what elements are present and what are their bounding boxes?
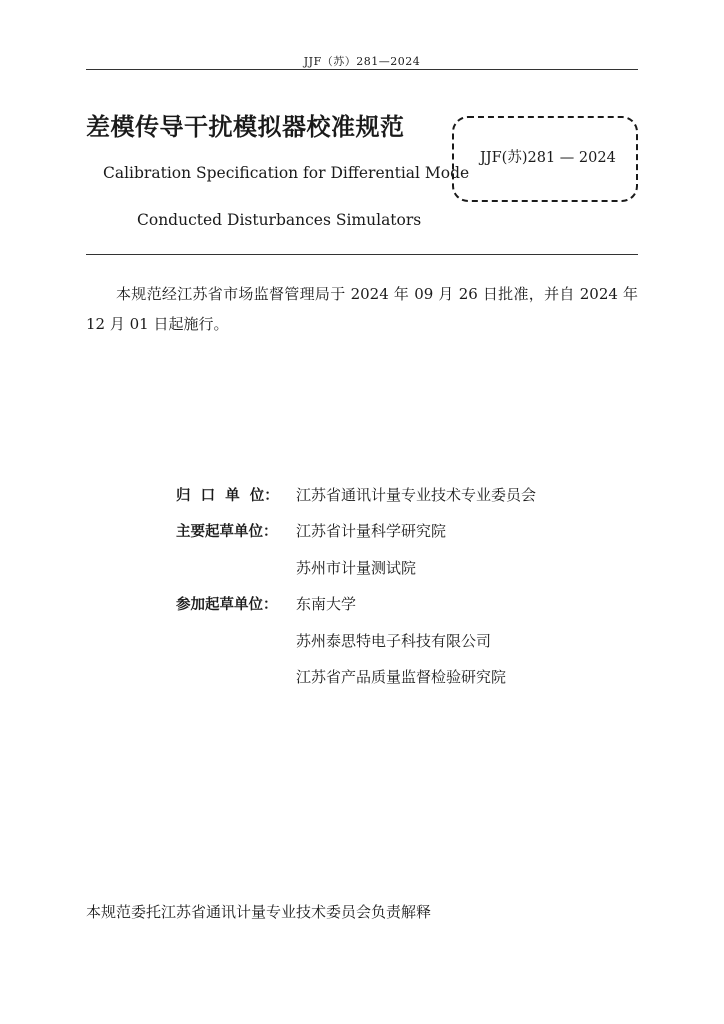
running-header: JJF（苏）281—2024 [303, 55, 421, 68]
unit-value: 江苏省计量科学研究院 [296, 522, 447, 541]
unit-row-main-drafting-cont [176, 549, 536, 586]
unit-value: 江苏省通讯计量专业技术专业委员会 [296, 485, 537, 504]
title-rule [86, 254, 638, 255]
header-rule [86, 69, 638, 70]
unit-value: 苏州市计量测试院 [296, 558, 417, 577]
unit-row-participating-drafting-cont-2 [176, 659, 536, 696]
approval-statement: 本规范经江苏省市场监督管理局于 2024 年 09 月 26 日批准，并自 2024 年 12 月 01 日起施行。 [86, 285, 638, 333]
title-english-line-2: Conducted Disturbances Simulators [137, 211, 422, 229]
code-box [452, 116, 638, 202]
title-chinese: 差模传导干扰模拟器校准规范 [86, 113, 405, 141]
title-english-line-1: Calibration Specification for Differential Mode [103, 164, 470, 182]
unit-value: 江苏省产品质量监督检验研究院 [296, 668, 507, 687]
drafting-units [176, 476, 536, 695]
unit-row-participating-drafting [176, 586, 536, 623]
footer-note: 本规范委托江苏省通讯计量专业技术委员会负责解释 [86, 903, 432, 921]
unit-label-main-drafting: 主要起草单位： [176, 524, 278, 541]
unit-label-responsible: 归 口 单 位： [176, 487, 279, 504]
unit-row-responsible [176, 476, 536, 513]
unit-value: 苏州泰思特电子科技有限公司 [296, 631, 492, 650]
unit-value: 东南大学 [296, 595, 357, 614]
unit-row-participating-drafting-cont-1 [176, 622, 536, 659]
unit-row-main-drafting [176, 513, 536, 550]
unit-label-participating-drafting: 参加起草单位： [176, 597, 278, 614]
specification-code: JJF(苏)281 — 2024 [480, 150, 616, 166]
